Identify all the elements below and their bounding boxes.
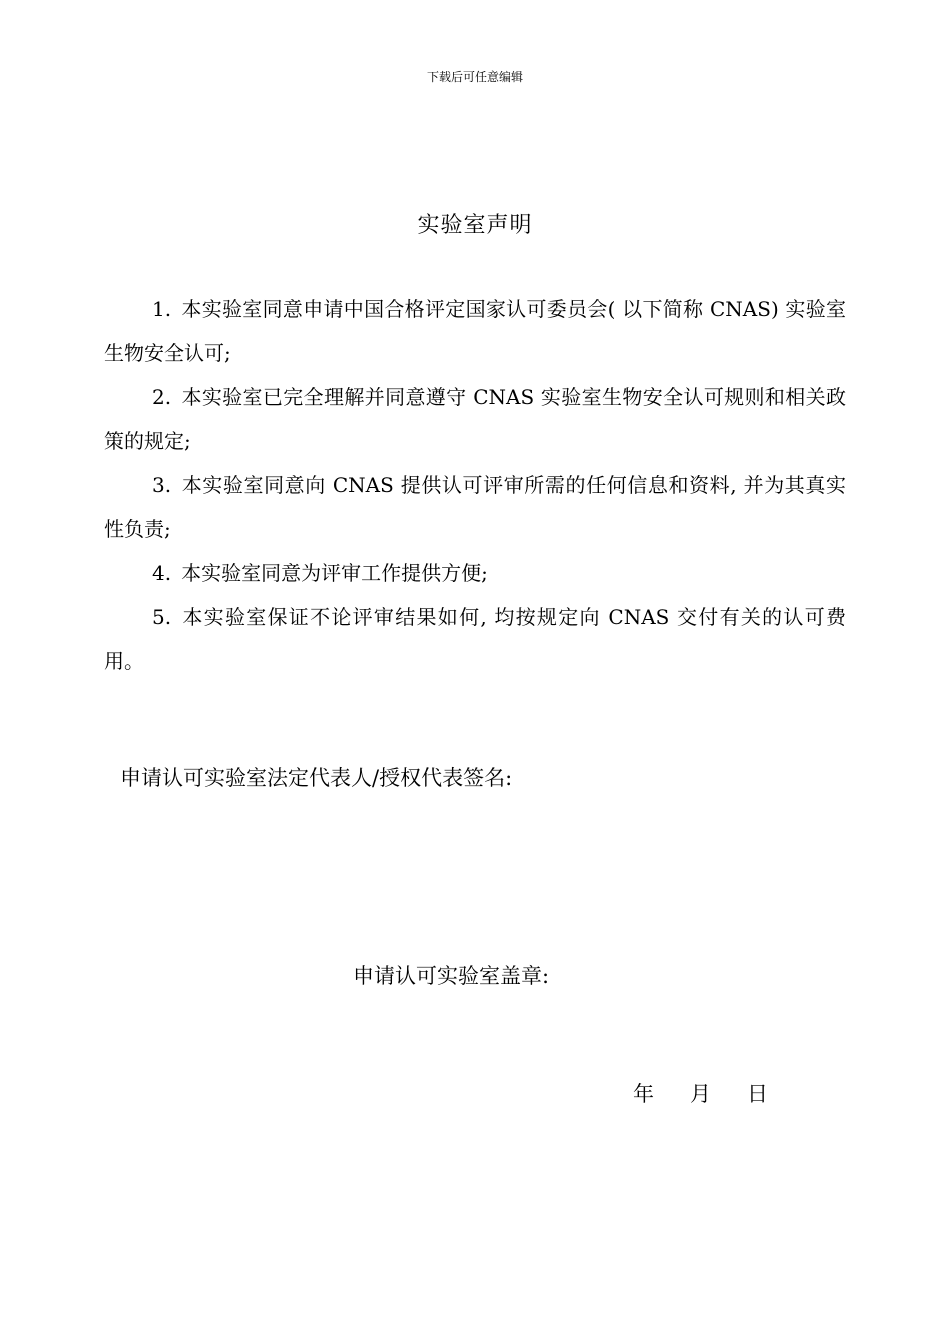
clause-text: 本实验室同意申请中国合格评定国家认可委员会( 以下简称 CNAS) 实验室生物安全认可;	[104, 297, 846, 365]
date-day-label: 日	[747, 1082, 768, 1106]
clause-number: 2.	[152, 385, 172, 409]
clause-1	[104, 287, 846, 375]
clause-text: 本实验室同意向 CNAS 提供认可评审所需的任何信息和资料, 并为其真实性负责;	[104, 473, 846, 541]
clause-number: 3.	[152, 473, 172, 497]
clause-text: 本实验室同意为评审工作提供方便;	[181, 561, 488, 585]
clause-2	[104, 375, 846, 463]
date-year-label: 年	[633, 1082, 654, 1106]
document-title: 实验室声明	[417, 213, 533, 238]
date-line	[633, 1078, 768, 1108]
seal-label: 申请认可实验室盖章:	[353, 964, 550, 988]
clause-text: 本实验室已完全理解并同意遵守 CNAS 实验室生物安全认可规则和相关政策的规定;	[104, 385, 846, 453]
clause-number: 1.	[152, 297, 172, 321]
header-note: 下载后可任意编辑	[426, 70, 523, 84]
declaration-clauses	[104, 287, 846, 683]
clause-number: 4.	[152, 561, 172, 585]
clause-number: 5.	[152, 605, 172, 629]
clause-5	[104, 595, 846, 683]
clause-3	[104, 463, 846, 551]
clause-text: 本实验室保证不论评审结果如何, 均按规定向 CNAS 交付有关的认可费用。	[104, 605, 846, 673]
clause-4	[104, 551, 846, 595]
date-month-label: 月	[690, 1082, 711, 1106]
signature-label: 申请认可实验室法定代表人/授权代表签名:	[120, 766, 513, 790]
